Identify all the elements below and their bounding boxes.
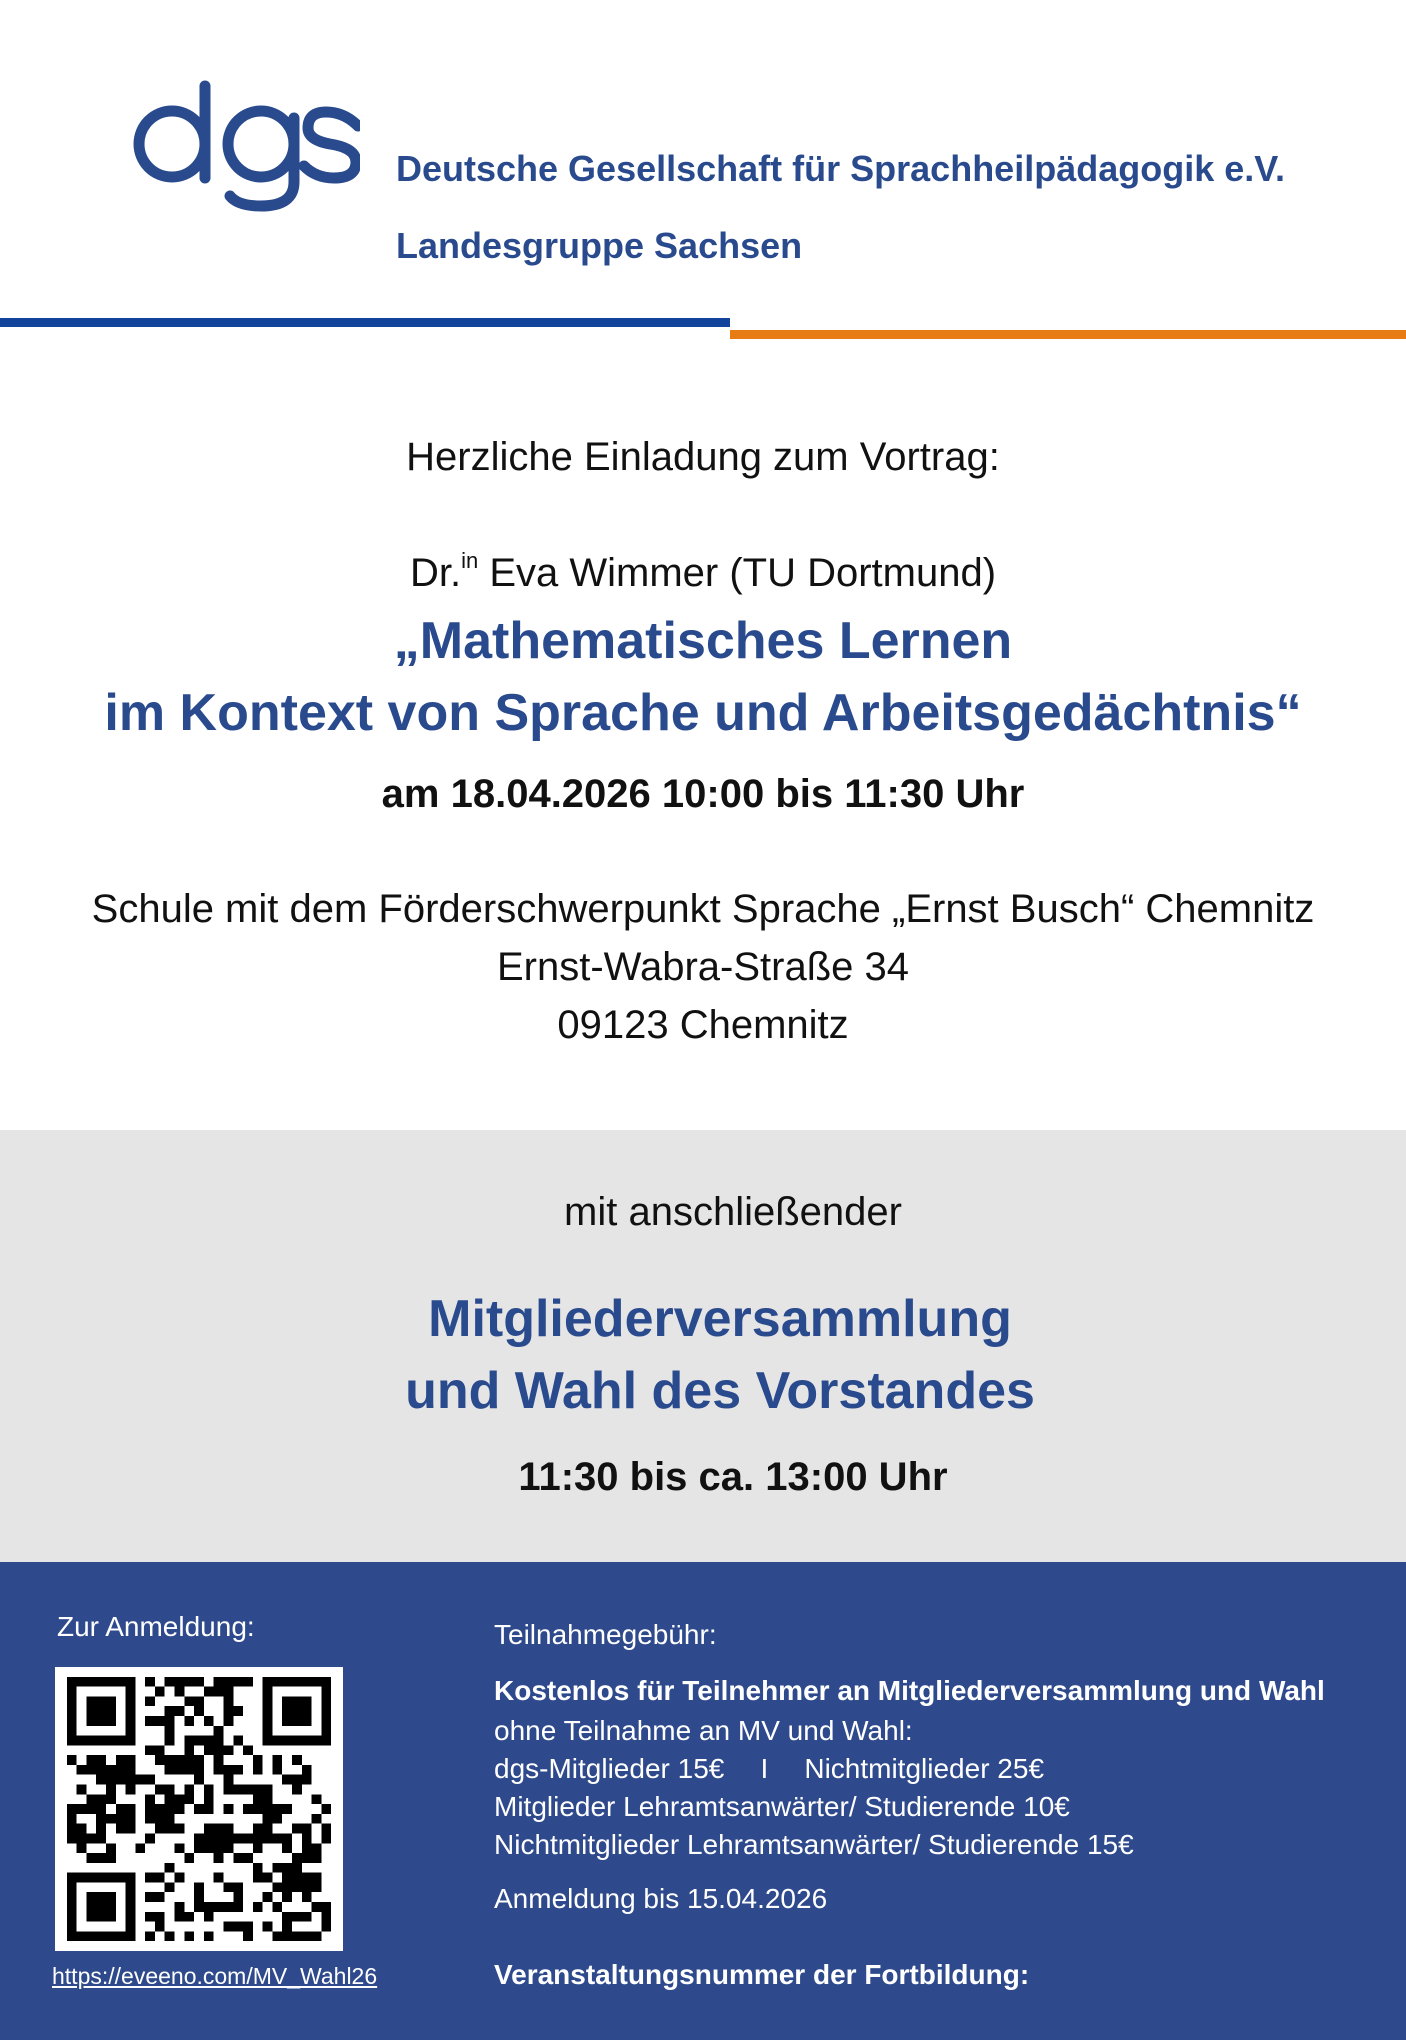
header-rule-blue xyxy=(0,318,730,327)
talk-date: am 18.04.2026 10:00 bis 11:30 Uhr xyxy=(381,772,1025,816)
registration-deadline: Anmeldung bis 15.04.2026 xyxy=(494,1883,828,1914)
fee-separator: I xyxy=(760,1753,769,1784)
meeting-intro: mit anschließender xyxy=(564,1190,902,1234)
qr-code[interactable] xyxy=(55,1667,343,1951)
fee-row-members xyxy=(494,1750,1325,1788)
fee-info xyxy=(494,1616,1325,1994)
nonmember-fee: Nichtmitglieder 25€ xyxy=(804,1753,1045,1784)
event-number-label: Veranstaltungsnummer der Fortbildung: xyxy=(494,1959,1030,1990)
meeting-title-line-2: und Wahl des Vorstandes xyxy=(405,1362,1035,1420)
without-mv-label: ohne Teilnahme an MV und Wahl: xyxy=(494,1715,913,1746)
org-name: Deutsche Gesellschaft für Sprachheilpädagogik e.V. xyxy=(396,148,1285,189)
venue-school: Schule mit dem Förderschwerpunkt Sprache „Ernst Busch“ Chemnitz xyxy=(91,887,1315,931)
header-rule-orange xyxy=(730,330,1406,339)
talk-title-line-2: im Kontext von Sprache und Arbeitsgedächtnis“ xyxy=(104,684,1302,742)
header xyxy=(0,0,1406,360)
registration-link[interactable]: https://eveeno.com/MV_Wahl26 xyxy=(52,1963,378,1989)
meeting-title xyxy=(17,1283,1406,1427)
talk-title-line-1: „Mathematisches Lernen xyxy=(393,612,1013,670)
meeting-title-line-1: Mitgliederversammlung xyxy=(428,1290,1012,1348)
fee-label: Teilnahmegebühr: xyxy=(494,1619,717,1650)
dgs-logo xyxy=(130,78,360,218)
registration-footer xyxy=(0,1562,1406,2040)
speaker xyxy=(0,548,1406,596)
venue-street: Ernst-Wabra-Straße 34 xyxy=(497,945,909,989)
speaker-title-suffix: in xyxy=(461,548,479,573)
nonmember-student-fee: Nichtmitglieder Lehramtsanwärter/ Studierende 15€ xyxy=(494,1829,1134,1860)
venue-city: 09123 Chemnitz xyxy=(557,1003,849,1047)
free-note: Kostenlos für Teilnehmer an Mitgliederversammlung und Wahl xyxy=(494,1675,1325,1706)
registration-label: Zur Anmeldung: xyxy=(57,1611,255,1642)
speaker-name: Eva Wimmer (TU Dortmund) xyxy=(478,551,997,595)
org-subname: Landesgruppe Sachsen xyxy=(396,225,803,266)
speaker-title: Dr. xyxy=(409,551,462,595)
member-student-fee: Mitglieder Lehramtsanwärter/ Studierende 10€ xyxy=(494,1791,1070,1822)
member-fee: dgs-Mitglieder 15€ xyxy=(494,1753,725,1784)
venue xyxy=(0,880,1406,1054)
invite-text: Herzliche Einladung zum Vortrag: xyxy=(406,435,1000,479)
talk-title xyxy=(0,605,1406,749)
meeting-time: 11:30 bis ca. 13:00 Uhr xyxy=(518,1455,948,1499)
